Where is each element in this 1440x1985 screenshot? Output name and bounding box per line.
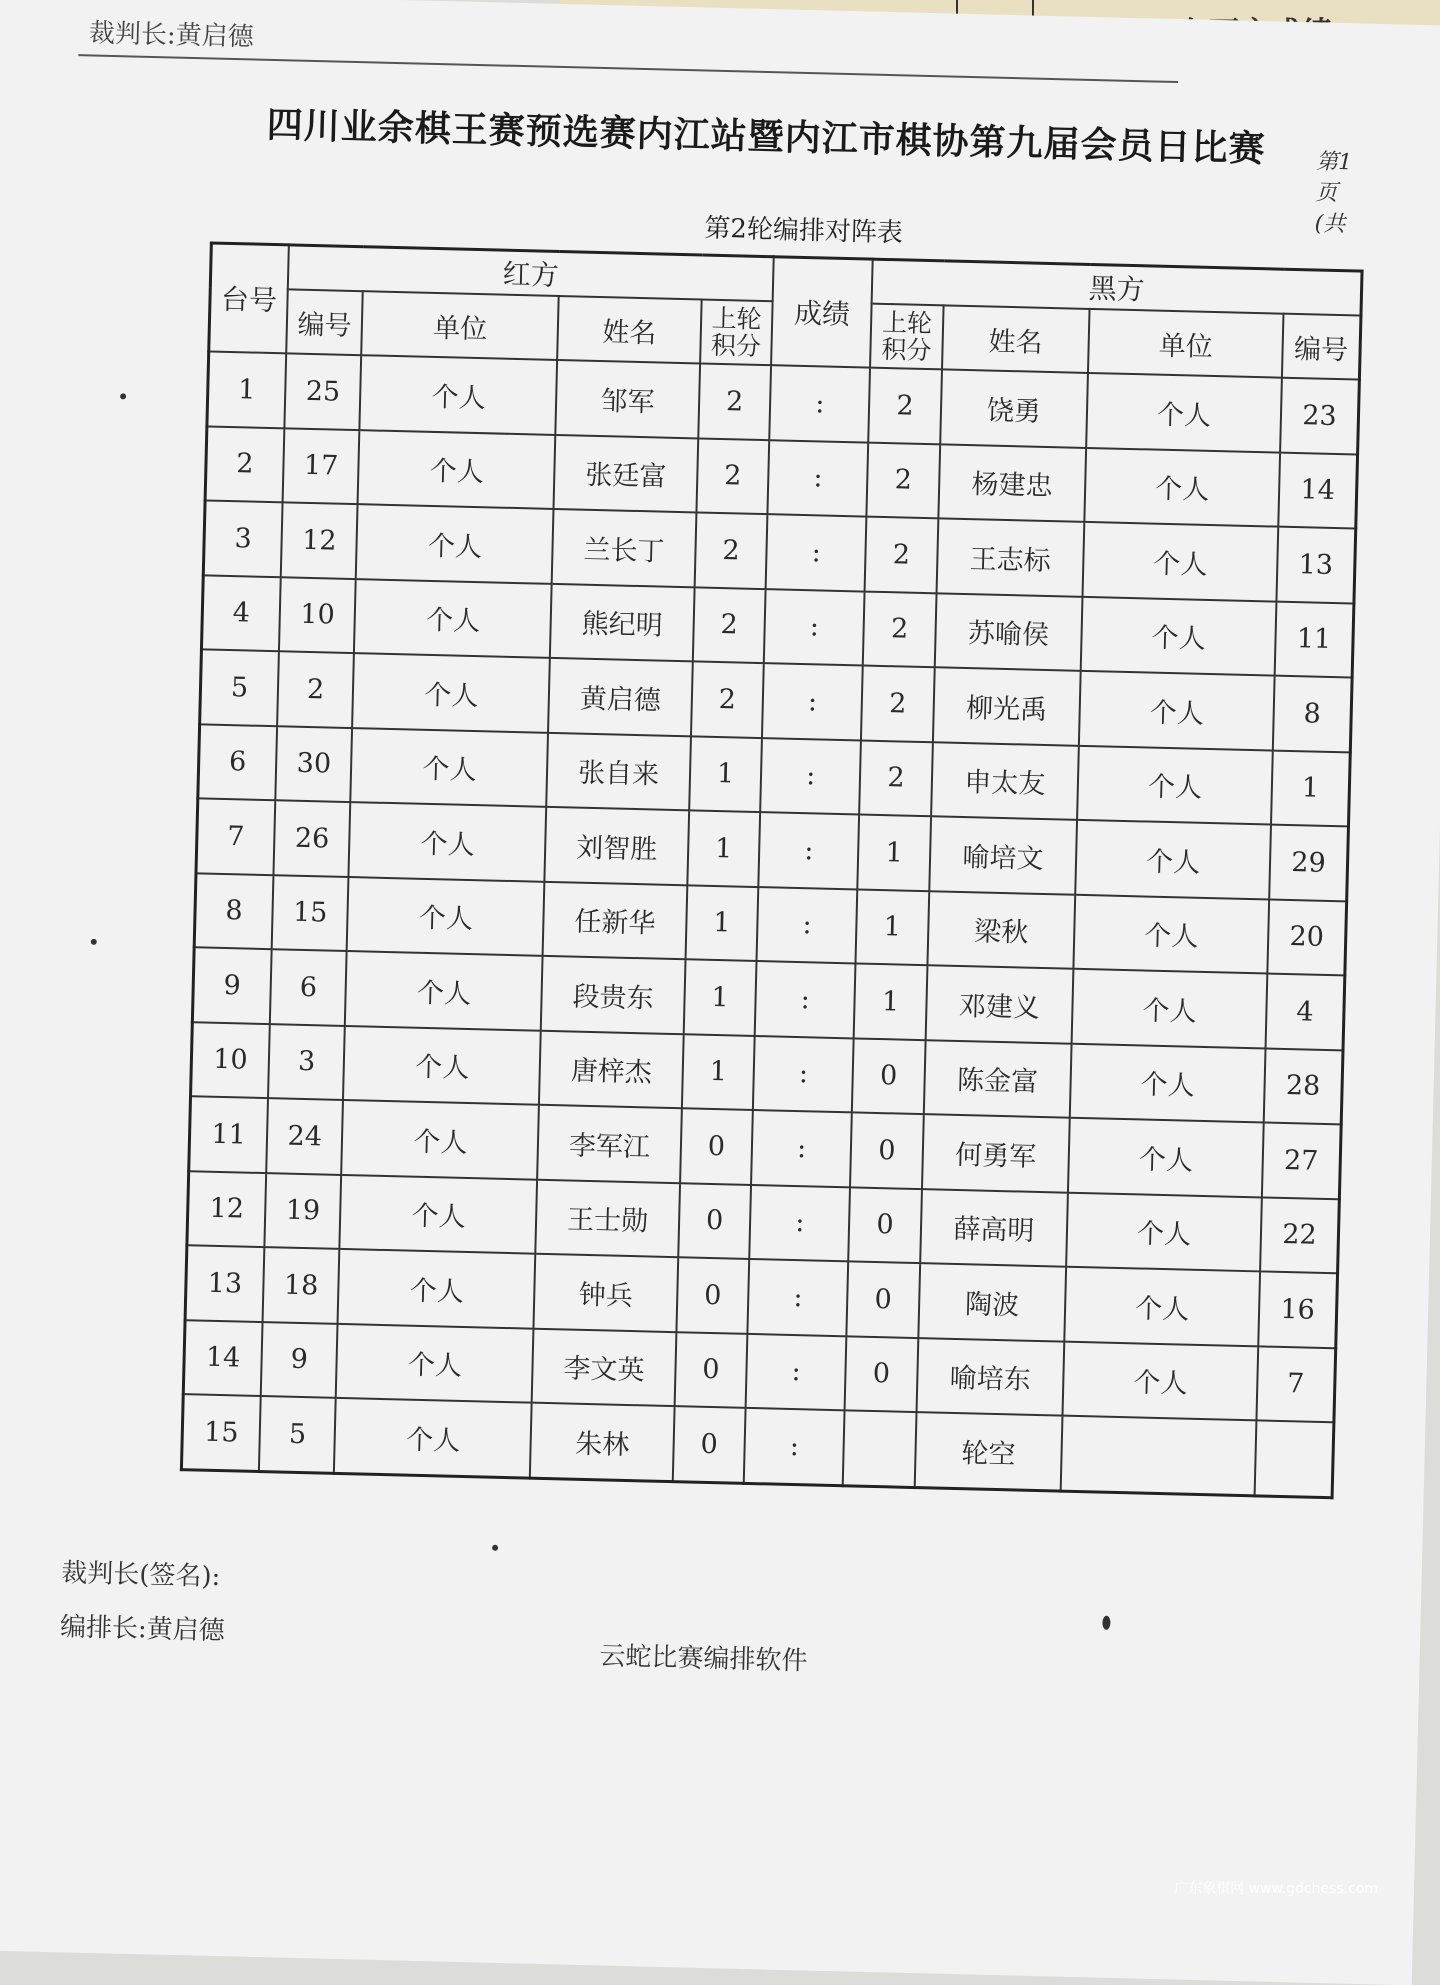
result: :	[748, 1259, 849, 1336]
header-table-no: 台号	[209, 243, 289, 353]
table-no: 15	[181, 1394, 260, 1471]
result: :	[768, 440, 869, 517]
black-id: 27	[1262, 1122, 1341, 1198]
black-name: 轮空	[914, 1412, 1062, 1491]
red-id: 26	[273, 800, 350, 876]
red-id: 18	[263, 1247, 340, 1323]
table-no: 12	[187, 1171, 266, 1247]
red-name: 邹军	[556, 360, 700, 438]
black-unit	[1061, 1416, 1257, 1496]
table-no: 4	[201, 575, 280, 651]
result: :	[753, 1035, 854, 1112]
black-name: 喻培文	[929, 816, 1077, 894]
black-name: 杨建忠	[938, 444, 1086, 522]
red-id: 15	[272, 875, 349, 951]
black-prev-points: 0	[848, 1187, 921, 1263]
black-unit: 个人	[1070, 1043, 1266, 1122]
black-unit: 个人	[1066, 1192, 1262, 1271]
table-no: 3	[203, 500, 282, 576]
table-no: 5	[200, 649, 279, 725]
header-rule	[78, 54, 1178, 83]
software-credit: 云蛇比赛编排软件	[599, 1641, 808, 1677]
red-id: 12	[281, 502, 358, 578]
result: :	[769, 365, 870, 442]
black-id: 23	[1280, 378, 1359, 454]
red-name: 张自来	[546, 732, 690, 810]
header-black-side: 黑方	[872, 259, 1362, 315]
header-black-prev-points	[870, 304, 943, 370]
result: :	[758, 812, 859, 889]
header-red-unit: 单位	[362, 291, 559, 360]
red-name: 黄启德	[548, 658, 692, 736]
red-id: 25	[284, 353, 361, 429]
black-id: 4	[1265, 974, 1344, 1050]
red-name: 唐梓杰	[539, 1030, 683, 1108]
red-unit: 个人	[336, 1323, 534, 1402]
red-name: 兰长丁	[552, 509, 696, 587]
table-no: 14	[183, 1320, 262, 1396]
black-name: 苏喻侯	[934, 593, 1082, 671]
result: :	[766, 514, 867, 591]
red-id: 17	[283, 428, 360, 504]
black-unit: 个人	[1074, 894, 1270, 973]
black-unit: 个人	[1063, 1341, 1259, 1420]
red-prev-points: 1	[683, 959, 756, 1035]
black-prev-points: 1	[856, 889, 929, 965]
table-no: 10	[191, 1022, 270, 1098]
red-id: 10	[279, 577, 356, 653]
black-id: 28	[1264, 1048, 1343, 1124]
red-prev-points: 1	[685, 885, 758, 961]
header-black-unit: 单位	[1088, 309, 1283, 378]
site-watermark: 广东象棋网 www.gdchess.com	[1174, 1881, 1378, 1897]
black-id: 13	[1276, 527, 1355, 603]
header-red-name: 姓名	[557, 296, 701, 363]
red-name: 李军江	[537, 1105, 681, 1183]
black-name: 何勇军	[922, 1114, 1070, 1192]
red-unit: 个人	[360, 355, 558, 434]
black-name: 梁秋	[927, 891, 1075, 969]
header-result: 成绩	[771, 257, 873, 368]
pairing-table	[180, 241, 1364, 1498]
black-unit: 个人	[1075, 820, 1271, 899]
result: :	[744, 1408, 845, 1485]
red-unit: 个人	[347, 877, 545, 956]
red-name: 刘智胜	[545, 807, 689, 885]
red-unit: 个人	[354, 579, 552, 658]
red-prev-points: 2	[698, 363, 771, 439]
red-id: 24	[266, 1098, 343, 1174]
header-red-prev-points	[700, 299, 773, 365]
black-prev-points: 2	[859, 740, 932, 816]
black-unit: 个人	[1086, 373, 1282, 452]
result: :	[762, 663, 863, 740]
ink-speck	[1102, 1616, 1110, 1630]
black-unit: 个人	[1068, 1118, 1264, 1197]
black-id: 11	[1275, 601, 1354, 677]
black-prev-points	[843, 1410, 916, 1487]
black-id: 20	[1267, 899, 1346, 975]
black-prev-points: 1	[858, 814, 931, 890]
red-unit: 个人	[353, 653, 551, 732]
red-prev-points: 1	[687, 810, 760, 886]
red-prev-points: 2	[694, 512, 767, 588]
red-name: 张廷富	[554, 434, 698, 512]
header-red-prev-points-label: 上轮积分	[710, 303, 763, 361]
black-prev-points: 2	[865, 517, 938, 593]
black-prev-points: 0	[845, 1336, 918, 1412]
red-name: 李文英	[532, 1328, 676, 1406]
red-unit: 个人	[338, 1249, 536, 1328]
red-prev-points: 0	[673, 1406, 746, 1483]
black-name: 陶波	[918, 1263, 1066, 1341]
red-unit: 个人	[340, 1174, 538, 1253]
red-id: 30	[275, 726, 352, 802]
black-name: 饶勇	[940, 369, 1088, 447]
black-id: 22	[1260, 1197, 1339, 1273]
result: :	[757, 887, 858, 964]
black-prev-points: 0	[847, 1261, 920, 1337]
red-id: 19	[264, 1173, 341, 1249]
black-name: 邓建义	[925, 965, 1073, 1043]
red-unit: 个人	[343, 1025, 541, 1104]
ink-speck	[492, 1545, 498, 1551]
black-name: 柳光禹	[933, 667, 1081, 745]
black-name: 喻培东	[916, 1338, 1064, 1416]
black-unit: 个人	[1081, 596, 1277, 675]
table-no: 2	[205, 426, 284, 502]
page-number: 第1页(共	[1314, 149, 1353, 238]
black-id: 16	[1258, 1271, 1337, 1347]
red-unit: 个人	[358, 430, 556, 509]
black-name: 薛高明	[920, 1189, 1068, 1267]
document-title: 四川业余棋王赛预选赛内江站暨内江市棋协第九届会员日比赛	[266, 103, 1267, 171]
table-no: 13	[185, 1245, 264, 1321]
black-prev-points: 2	[861, 666, 934, 742]
red-id: 3	[268, 1024, 345, 1100]
red-prev-points: 0	[680, 1108, 753, 1184]
result: :	[755, 961, 856, 1038]
table-no: 6	[198, 724, 277, 800]
red-prev-points: 0	[678, 1183, 751, 1259]
table-no: 8	[194, 873, 273, 949]
black-unit: 个人	[1084, 447, 1280, 526]
black-name: 王志标	[936, 518, 1084, 596]
black-prev-points: 1	[854, 963, 927, 1039]
table-no: 11	[189, 1096, 268, 1172]
header-red-id: 编号	[286, 289, 363, 355]
chief-referee-signature: 裁判长(签名):	[60, 1558, 221, 1593]
ink-speck	[91, 939, 97, 945]
result: :	[764, 589, 865, 666]
red-unit: 个人	[334, 1398, 532, 1478]
red-unit: 个人	[351, 728, 549, 807]
black-id: 7	[1256, 1346, 1335, 1422]
black-id	[1255, 1420, 1334, 1497]
red-name: 任新华	[543, 881, 687, 959]
red-prev-points: 2	[691, 661, 764, 737]
black-prev-points: 0	[850, 1112, 923, 1188]
red-id: 9	[261, 1322, 338, 1398]
black-unit: 个人	[1077, 745, 1273, 824]
header-black-id: 编号	[1282, 314, 1361, 380]
black-name: 申太友	[931, 742, 1079, 820]
black-unit: 个人	[1064, 1267, 1260, 1346]
black-unit: 个人	[1072, 969, 1268, 1048]
red-unit: 个人	[356, 504, 554, 583]
black-name: 陈金富	[923, 1040, 1071, 1118]
red-unit: 个人	[349, 802, 547, 881]
red-id: 2	[277, 651, 354, 727]
black-prev-points: 2	[863, 591, 936, 667]
red-prev-points: 2	[696, 438, 769, 514]
red-name: 段贵东	[541, 956, 685, 1034]
table-no: 9	[192, 947, 271, 1023]
table-no: 7	[196, 798, 275, 874]
red-unit: 个人	[345, 951, 543, 1030]
result: :	[749, 1184, 850, 1261]
black-unit: 个人	[1079, 671, 1275, 750]
black-prev-points: 2	[868, 368, 941, 444]
chief-referee-top: 裁判长:黄启德	[88, 18, 255, 53]
red-name: 王士勋	[536, 1179, 680, 1257]
table-no: 1	[207, 351, 286, 427]
red-name: 钟兵	[534, 1254, 678, 1332]
black-id: 1	[1271, 750, 1350, 826]
black-id: 29	[1269, 825, 1348, 901]
result: :	[751, 1110, 852, 1187]
header-black-prev-points-label: 上轮积分	[881, 307, 933, 366]
red-prev-points: 0	[674, 1332, 747, 1408]
black-id: 14	[1278, 452, 1357, 528]
red-prev-points: 1	[682, 1034, 755, 1110]
black-id: 8	[1273, 676, 1352, 752]
arranger: 编排长:黄启德	[59, 1612, 226, 1647]
black-prev-points: 2	[867, 442, 940, 518]
result: :	[746, 1333, 847, 1410]
red-prev-points: 0	[676, 1257, 749, 1333]
ink-speck	[120, 393, 126, 399]
result: :	[760, 738, 861, 815]
red-id: 6	[270, 949, 347, 1025]
red-name: 熊纪明	[550, 583, 694, 661]
black-prev-points: 0	[852, 1038, 925, 1114]
red-name: 朱林	[530, 1403, 674, 1481]
red-id: 5	[259, 1396, 336, 1473]
red-unit: 个人	[342, 1100, 540, 1179]
header-black-name: 姓名	[942, 305, 1090, 373]
red-prev-points: 2	[693, 587, 766, 663]
red-prev-points: 1	[689, 736, 762, 812]
header-red-side: 红方	[288, 245, 774, 301]
black-unit: 个人	[1083, 522, 1279, 601]
document-subtitle: 第2轮编排对阵表	[704, 213, 904, 249]
